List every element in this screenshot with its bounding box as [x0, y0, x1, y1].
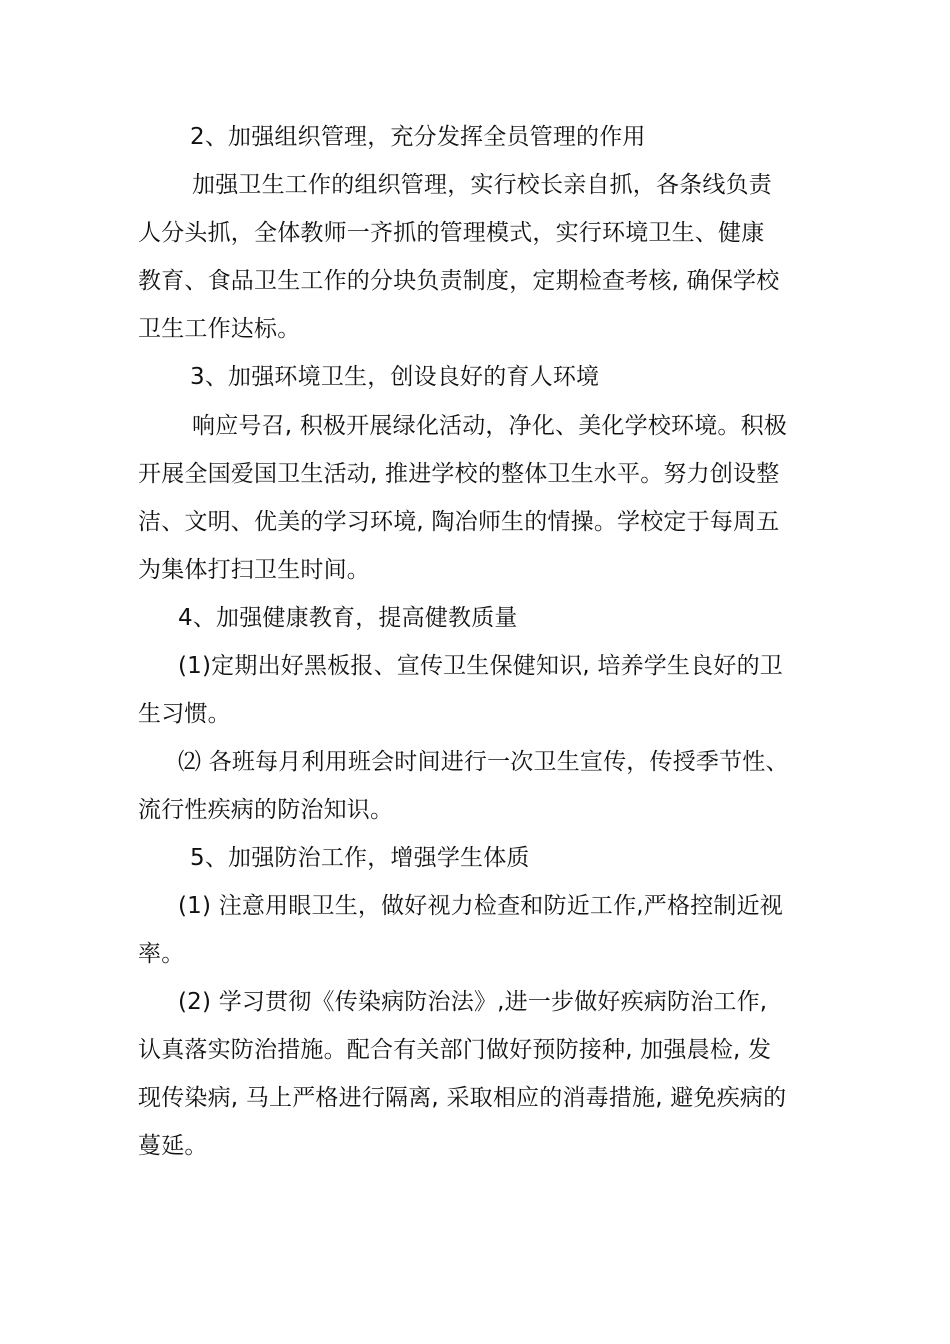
paragraph-line: 卫生工作达标。 [138, 316, 301, 342]
paragraph-line: 洁、文明、优美的学习环境, 陶冶师生的情操。学校定于每周五 [138, 509, 780, 535]
paragraph-line: 认真落实防治措施。配合有关部门做好预防接种, 加强晨检, 发 [138, 1037, 772, 1063]
paragraph-line: 蔓延。 [138, 1133, 208, 1159]
paragraph-line: 为集体打扫卫生时间。 [138, 557, 370, 583]
paragraph-line: 教育、食品卫生工作的分块负责制度，定期检查考核, 确保学校 [138, 268, 780, 294]
paragraph-line: 开展全国爱国卫生活动, 推进学校的整体卫生水平。努力创设整 [138, 461, 780, 487]
paragraph-line: (1)定期出好黑板报、宣传卫生保健知识, 培养学生良好的卫 [178, 653, 784, 679]
section-heading-4: 4、加强健康教育，提高健教质量 [178, 605, 518, 631]
paragraph-line: 流行性疾病的防治知识。 [138, 797, 394, 823]
paragraph-line: ⑵ 各班每月利用班会时间进行一次卫生宣传，传授季节性、 [178, 749, 789, 775]
paragraph-line: (1) 注意用眼卫生，做好视力检查和防近工作,严格控制近视 [178, 893, 784, 919]
section-heading-2: 2、加强组织管理，充分发挥全员管理的作用 [190, 124, 646, 150]
section-heading-5: 5、加强防治工作，增强学生体质 [190, 845, 530, 871]
paragraph-line: 生习惯。 [138, 701, 231, 727]
paragraph-line: (2) 学习贯彻《传染病防治法》,进一步做好疾病防治工作, [178, 989, 768, 1015]
paragraph-line: 响应号召, 积极开展绿化活动，净化、美化学校环境。积极 [192, 413, 788, 439]
paragraph-line: 现传染病, 马上严格进行隔离, 采取相应的消毒措施, 避免疾病的 [138, 1085, 787, 1111]
paragraph-line: 人分头抓，全体教师一齐抓的管理模式，实行环境卫生、健康 [138, 220, 765, 246]
section-heading-3: 3、加强环境卫生，创设良好的育人环境 [190, 364, 600, 390]
paragraph-line: 加强卫生工作的组织管理，实行校长亲自抓，各条线负责 [192, 172, 772, 198]
paragraph-line: 率。 [138, 941, 185, 967]
